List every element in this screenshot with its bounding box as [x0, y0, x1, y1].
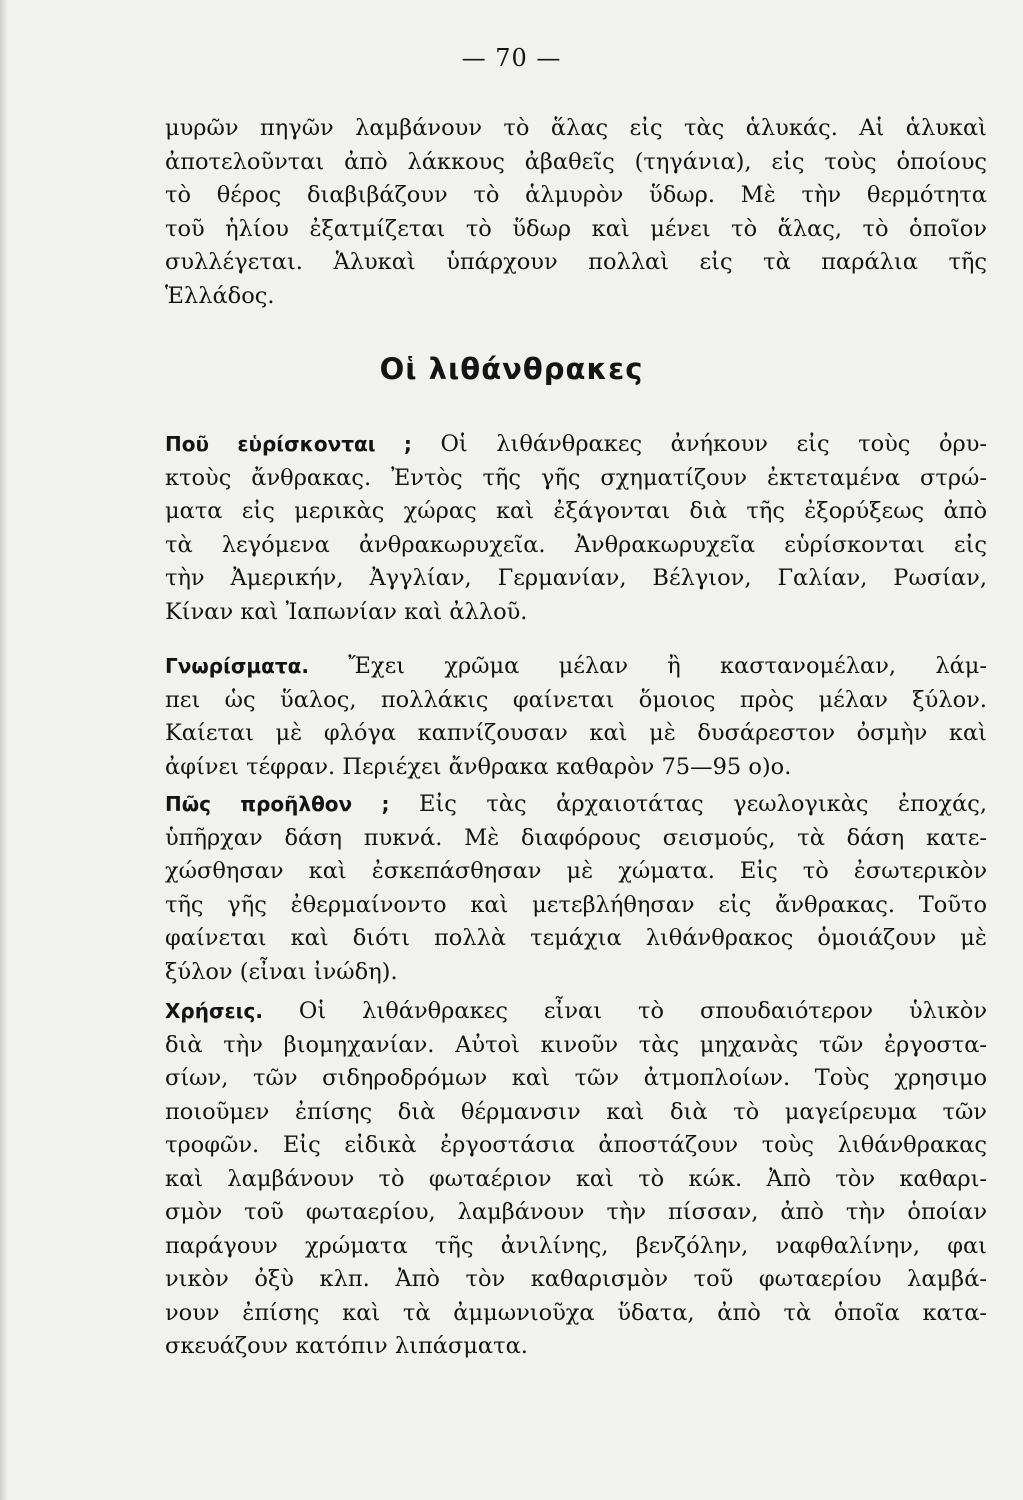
page-edge-shadow	[0, 0, 8, 1500]
text-line: Κίναν καὶ Ἰαπωνίαν καὶ ἀλλοῦ.	[165, 598, 528, 625]
text-line: πει ὡς ὕαλος, πολλάκις φαίνεται ὅμοιος πρὸς μέλαν ξύλον.	[165, 686, 987, 713]
intro-paragraph	[165, 112, 987, 313]
text-line	[165, 650, 987, 684]
text-line-content: Ἔχει χρῶμα μέλαν ἢ καστανομέλαν, λάμ-	[348, 653, 988, 679]
text-line: τὰ λεγόμενα ἀνθρακωρυχεῖα. Ἀνθρακωρυχεῖα εὑρίσκονται εἰς	[165, 531, 987, 558]
section-lead: Χρήσεις.	[165, 999, 263, 1023]
section-heading: Οἱ λιθάνθρακες	[379, 352, 644, 386]
text-line: ποιοῦμεν ἐπίσης διὰ θέρμανσιν καὶ διὰ τὸ μαγείρευμα τῶν	[165, 1098, 987, 1125]
text-line: ἀποτελοῦνται ἀπὸ λάκκους ἀβαθεῖς (τηγάνια), εἰς τοὺς ὁποίους	[165, 148, 987, 175]
text-line-content: Οἱ λιθάνθρακες εἶναι τὸ σπουδαιότερον ὑλικὸν	[298, 998, 987, 1024]
text-line: σίων, τῶν σιδηροδρόμων καὶ τῶν ἀτμοπλοίων. Τοὺς χρησιμο	[165, 1065, 987, 1091]
text-line-content: Εἰς τὰς ἀρχαιοτάτας γεωλογικὰς ἐποχάς,	[419, 791, 988, 817]
text-line: νικὸν ὀξὺ κλπ. Ἀπὸ τὸν καθαρισμὸν τοῦ φωταερίου λαμβά-	[165, 1266, 987, 1292]
text-line: διὰ τὴν βιομηχανίαν. Αὐτοὶ κινοῦν τὰς μηχανὰς τῶν ἐργοστα-	[165, 1031, 987, 1058]
text-line: Καίεται μὲ φλόγα καπνίζουσαν καὶ μὲ δυσάρεστον ὀσμὴν καὶ	[165, 720, 987, 746]
text-line-content: Οἱ λιθάνθρακες ἀνήκουν εἰς τοὺς ὀρυ-	[440, 431, 988, 457]
text-line: χώσθησαν καὶ ἐσκεπάσθησαν μὲ χώματα. Εἰς τὸ ἐσωτερικὸν	[165, 858, 987, 884]
section-lead: Ποῦ εὑρίσκονται ;	[165, 432, 412, 456]
text-line	[165, 995, 987, 1029]
text-line: συλλέγεται. Ἁλυκαὶ ὑπάρχουν πολλαὶ εἰς τὰ παράλια τῆς	[165, 249, 987, 275]
text-line: καὶ λαμβάνουν τὸ φωταέριον καὶ τὸ κώκ. Ἀπὸ τὸν καθαρι-	[165, 1165, 987, 1192]
section-characteristics	[165, 650, 987, 784]
text-line: φαίνεται καὶ διότι πολλὰ τεμάχια λιθάνθρακος ὁμοιάζουν μὲ	[165, 925, 987, 951]
text-line: ἀφίνει τέφραν. Περιέχει ἄνθρακα καθαρὸν 75—95 ο)ο.	[165, 753, 792, 780]
text-line: ματα εἰς μερικὰς χώρας καὶ ἐξάγονται διὰ τῆς ἐξορύξεως ἀπὸ	[165, 498, 987, 524]
text-line: τὸ θέρος διαβιβάζουν τὸ ἁλμυρὸν ὕδωρ. Μὲ τὴν θερμότητα	[165, 182, 987, 208]
text-line: ξύλον (εἶναι ἰνώδη).	[165, 958, 398, 985]
section-origin	[165, 788, 987, 989]
text-line: σμὸν τοῦ φωταερίου, λαμβάνουν τὴν πίσσαν, ἀπὸ τὴν ὁποίαν	[165, 1199, 987, 1225]
text-line: σκευάζουν κατόπιν λιπάσματα.	[165, 1333, 528, 1359]
text-line: νουν ἐπίσης καὶ τὰ ἀμμωνιοῦχα ὕδατα, ἀπὸ τὰ ὁποῖα κατα-	[165, 1299, 987, 1326]
text-line: τοῦ ἡλίου ἐξατμίζεται τὸ ὕδωρ καὶ μένει τὸ ἅλας, τὸ ὁποῖον	[165, 215, 987, 242]
section-lead: Πῶς προῆλθον ;	[165, 792, 390, 816]
text-line: τῆς γῆς ἐθερμαίνοντο καὶ μετεβλήθησαν εἰς ἄνθρακας. Τοῦτο	[165, 891, 987, 918]
text-line: μυρῶν πηγῶν λαμβάνουν τὸ ἅλας εἰς τὰς ἁλυκάς. Αἱ ἁλυκαὶ	[165, 115, 987, 141]
text-line: τὴν Ἀμερικήν, Ἀγγλίαν, Γερμανίαν, Βέλγιον, Γαλίαν, Ρωσίαν,	[165, 565, 987, 591]
text-line	[165, 428, 987, 462]
text-line: παράγουν χρώματα τῆς ἀνιλίνης, βενζόλην, ναφθαλίνην, φαι	[165, 1232, 987, 1259]
section-where-found	[165, 428, 987, 629]
section-uses	[165, 995, 987, 1364]
section-lead: Γνωρίσματα.	[165, 654, 309, 678]
text-line	[165, 788, 987, 822]
text-line: κτοὺς ἄνθρακας. Ἐντὸς τῆς γῆς σχηματίζουν ἐκτεταμένα στρώ-	[165, 464, 987, 491]
text-line: Ἑλλάδος.	[165, 282, 275, 309]
text-line: ὑπῆρχαν δάση πυκνά. Μὲ διαφόρους σεισμούς, τὰ δάση κατε-	[165, 824, 987, 851]
page-number: — 70 —	[461, 44, 562, 72]
text-line: τροφῶν. Εἰς εἰδικὰ ἐργοστάσια ἀποστάζουν τοὺς λιθάνθρακας	[165, 1132, 987, 1158]
